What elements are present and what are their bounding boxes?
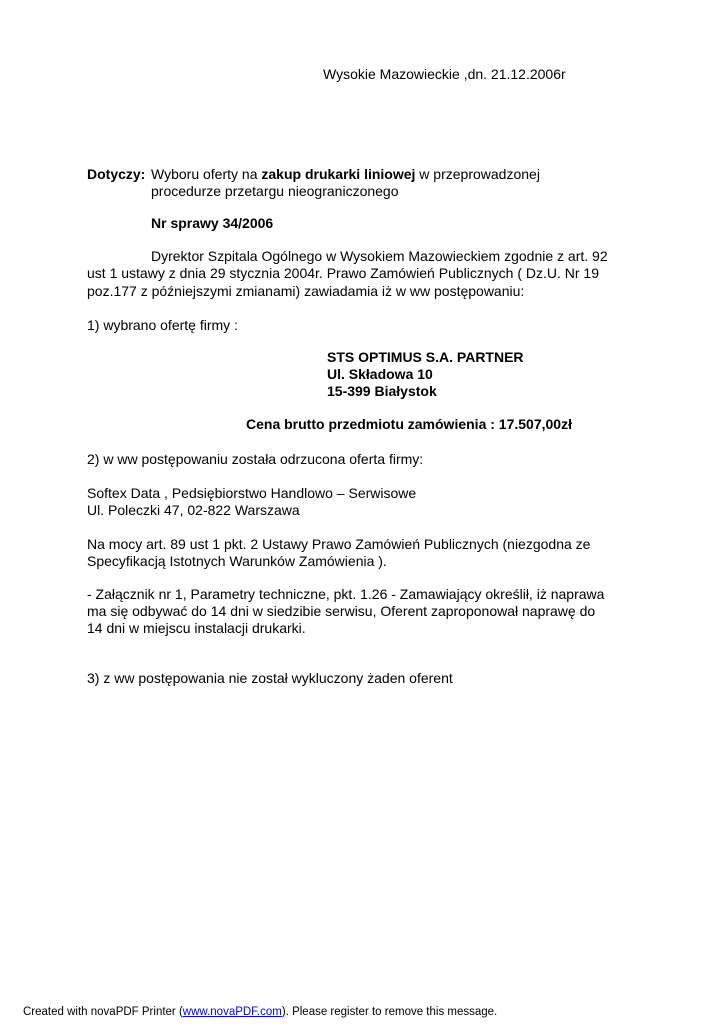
winner-name: STS OPTIMUS S.A. PARTNER: [327, 349, 524, 365]
basis-line-2: Specyfikacją Istotnych Warunków Zamówienia ).: [87, 553, 387, 569]
reason-line-2: ma się odbywać do 14 dni w siedzibie serwisu, Oferent zaproponował naprawę do: [87, 603, 596, 619]
subject-text-bold: zakup drukarki liniowej: [261, 166, 416, 182]
subject-line-1: [151, 166, 540, 183]
subject-label: Dotyczy:: [87, 166, 146, 182]
point-1: 1) wybrano ofertę firmy :: [87, 317, 238, 333]
reason-line-1: - Załącznik nr 1, Parametry techniczne, pkt. 1.26 - Zamawiający określił, iż naprawa: [87, 586, 605, 602]
point-2: 2) w ww postępowaniu została odrzucona oferta firmy:: [87, 451, 424, 467]
footer-watermark: [23, 1005, 497, 1019]
case-number: Nr sprawy 34/2006: [151, 215, 274, 231]
intro-line-3: poz.177 z późniejszymi zmianami) zawiadamia iż w ww postępowaniu:: [87, 283, 525, 299]
point-3: 3) z ww postępowania nie został wykluczony żaden oferent: [87, 670, 453, 686]
price: Cena brutto przedmiotu zamówienia : 17.507,00zł: [246, 416, 572, 432]
subject-text-c: w przeprowadzonej: [415, 166, 540, 182]
footer-text-before: Created with novaPDF Printer (: [23, 1006, 183, 1018]
subject-text-a: Wyboru oferty na: [151, 166, 262, 182]
place-date: Wysokie Mazowieckie ,dn. 21.12.2006r: [323, 66, 566, 82]
winner-street: Ul. Składowa 10: [327, 366, 433, 382]
intro-line-1: Dyrektor Szpitala Ogólnego w Wysokiem Mazowieckiem zgodnie z art. 92: [151, 248, 608, 264]
rejected-address: Ul. Poleczki 47, 02-822 Warszawa: [87, 502, 300, 518]
winner-city: 15-399 Białystok: [327, 383, 437, 399]
subject-line-2: procedurze przetargu nieograniczonego: [151, 183, 399, 199]
reason-line-3: 14 dni w miejscu instalacji drukarki.: [87, 620, 306, 636]
footer-text-after: ). Please register to remove this message.: [281, 1006, 498, 1018]
intro-line-2: ust 1 ustawy z dnia 29 stycznia 2004r. Prawo Zamówień Publicznych ( Dz.U. Nr 19: [87, 265, 599, 281]
basis-line-1: Na mocy art. 89 ust 1 pkt. 2 Ustawy Prawo Zamówień Publicznych (niezgodna ze: [87, 536, 591, 552]
rejected-name: Softex Data , Pedsiębiorstwo Handlowo – Serwisowe: [87, 485, 417, 501]
footer-link[interactable]: www.novaPDF.com: [182, 1006, 282, 1018]
